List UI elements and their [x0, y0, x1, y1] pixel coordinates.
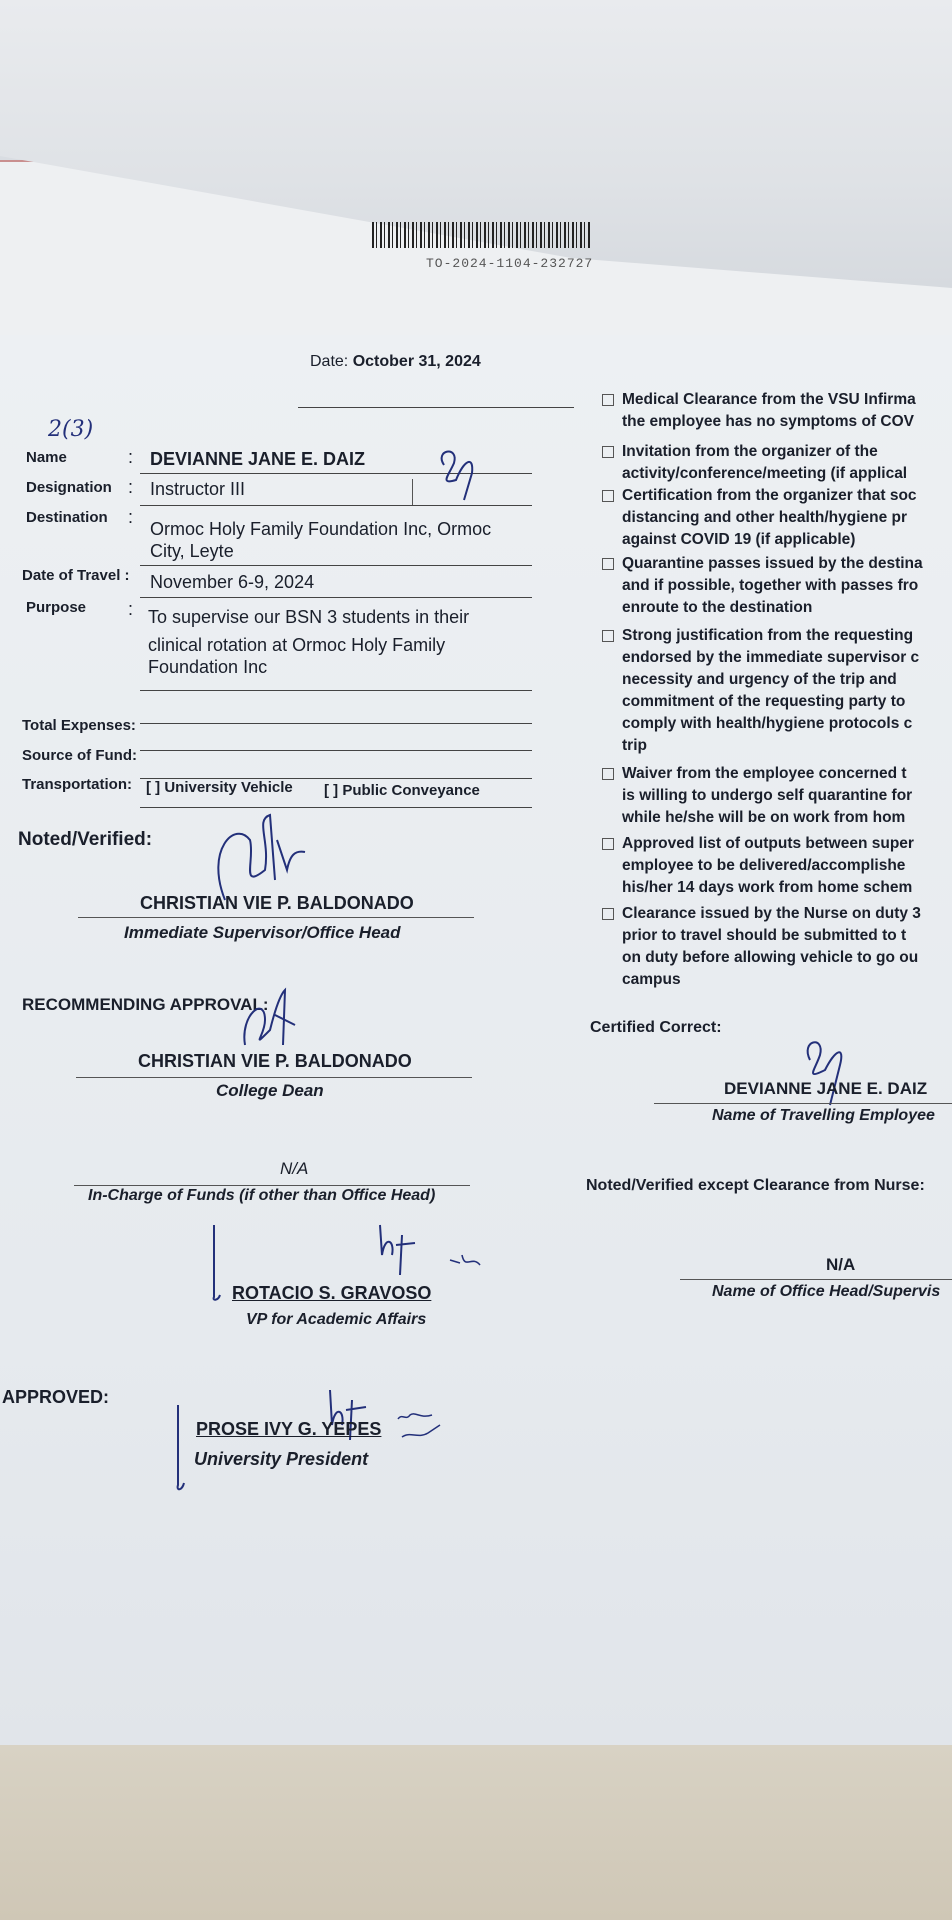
noted-except-label: Noted/Verified except Clearance from Nurse: [586, 1177, 925, 1194]
certified-correct-label: Certified Correct: [590, 1019, 722, 1036]
requirement-text: activity/conference/meeting (if applical [622, 465, 908, 482]
requirement-text: Waiver from the employee concerned t [622, 765, 907, 782]
date-of-travel-label: Date of Travel : [22, 567, 130, 584]
underline [140, 597, 532, 598]
signature-line [76, 1077, 472, 1078]
underline [140, 750, 532, 751]
checkbox[interactable] [602, 908, 614, 920]
public-conveyance-option[interactable]: [ ] Public Conveyance [324, 782, 480, 799]
requirement-text: and if possible, together with passes fro [622, 577, 919, 594]
supervisor-role: Immediate Supervisor/Office Head [124, 923, 401, 942]
colon: : [128, 447, 134, 467]
underline [140, 565, 532, 566]
destination-line1: Ormoc Holy Family Foundation Inc, Ormoc [150, 519, 492, 539]
requirement-text: Quarantine passes issued by the destina [622, 555, 923, 572]
president-role: University President [194, 1449, 369, 1469]
requirement-text: against COVID 19 (if applicable) [622, 531, 856, 548]
president-name: PROSE IVY G. YEPES [196, 1419, 382, 1439]
date-label: Date: [310, 353, 349, 370]
purpose-label: Purpose [26, 599, 87, 616]
requirement-text: Medical Clearance from the VSU Infirma [622, 391, 916, 408]
requirement-text: necessity and urgency of the trip and [622, 671, 897, 688]
supervisor-name: CHRISTIAN VIE P. BALDONADO [140, 893, 414, 913]
president-signature [170, 1385, 470, 1495]
signature-line [78, 917, 474, 918]
designation-label: Designation [26, 479, 112, 496]
requirement-text: distancing and other health/hygiene pr [622, 509, 908, 526]
office-head-name: N/A [826, 1255, 856, 1274]
date-value: October 31, 2024 [352, 353, 481, 370]
checkbox[interactable] [602, 630, 614, 642]
transportation-label: Transportation: [22, 776, 133, 793]
requirement-4 [622, 553, 952, 619]
date-underline [298, 407, 574, 408]
requirement-text: prior to travel should be submitted to t [622, 927, 907, 944]
destination-label: Destination [26, 509, 108, 526]
date-row [310, 353, 481, 371]
requirement-text: Strong justification from the requesting [622, 627, 914, 644]
background-surface [0, 1745, 952, 1920]
requirement-8 [622, 903, 952, 991]
handwritten-note: 2(3) [48, 417, 94, 442]
university-vehicle-option[interactable]: [ ] University Vehicle [146, 779, 293, 796]
requirement-text: Certification from the organizer that soc [622, 487, 917, 504]
source-of-fund-label: Source of Fund: [22, 747, 137, 764]
requirement-5 [622, 625, 952, 757]
purpose-line2: clinical rotation at Ormoc Holy Family [148, 635, 446, 655]
dean-role: College Dean [216, 1081, 324, 1100]
requirement-text: the employee has no symptoms of COV [622, 413, 914, 430]
requirement-text: is willing to undergo self quarantine for [622, 787, 913, 804]
employee-name: DEVIANNE JANE E. DAIZ [724, 1079, 928, 1098]
requirement-text: comply with health/hygiene protocols c [622, 715, 913, 732]
signature-line [654, 1103, 952, 1104]
requirement-text: Invitation from the organizer of the [622, 443, 878, 460]
requirement-text: on duty before allowing vehicle to go ou [622, 949, 919, 966]
colon: : [128, 477, 134, 497]
underline [140, 807, 532, 808]
designation-divider [412, 479, 413, 505]
colon: : [128, 507, 134, 527]
in-charge-role: In-Charge of Funds (if other than Office Head) [88, 1187, 436, 1204]
office-head-role: Name of Office Head/Supervis [712, 1283, 941, 1300]
signature-line [74, 1185, 470, 1186]
requirement-1 [622, 389, 952, 433]
destination-line2: City, Leyte [150, 541, 234, 561]
noted-verified-label: Noted/Verified: [18, 829, 153, 850]
vp-name: ROTACIO S. GRAVOSO [232, 1283, 432, 1303]
date-of-travel-value: November 6-9, 2024 [150, 572, 315, 592]
name-value: DEVIANNE JANE E. DAIZ [150, 449, 366, 469]
requirement-text: Clearance issued by the Nurse on duty 3 [622, 905, 921, 922]
requirement-text: employee to be delivered/accomplishe [622, 857, 906, 874]
underline [140, 723, 532, 724]
recommending-approval-label: RECOMMENDING APPROVAL: [22, 995, 269, 1014]
requirement-text: commitment of the requesting party to [622, 693, 906, 710]
employee-role: Name of Travelling Employee [712, 1107, 935, 1124]
barcode [372, 222, 592, 248]
colon: : [128, 599, 134, 619]
underline [140, 690, 532, 691]
vp-role: VP for Academic Affairs [246, 1311, 427, 1328]
requirement-text: endorsed by the immediate supervisor c [622, 649, 920, 666]
requirement-text: trip [622, 737, 647, 754]
requirement-text: Approved list of outputs between super [622, 835, 914, 852]
checkbox[interactable] [602, 446, 614, 458]
requirement-6 [622, 763, 952, 829]
total-expenses-label: Total Expenses: [22, 717, 136, 734]
tracking-number: TO-2024-1104-232727 [426, 256, 594, 271]
underline [140, 505, 532, 506]
dean-name: CHRISTIAN VIE P. BALDONADO [138, 1051, 412, 1071]
requirement-3 [622, 485, 952, 551]
in-charge-name: N/A [280, 1159, 309, 1178]
checkbox[interactable] [602, 838, 614, 850]
signature-line [680, 1279, 952, 1280]
travel-order-form [0, 335, 952, 1745]
requirement-7 [622, 833, 952, 899]
checkbox[interactable] [602, 490, 614, 502]
designation-value: Instructor III [150, 479, 246, 499]
initials-signature [434, 445, 484, 505]
approved-label: APPROVED: [2, 1387, 110, 1407]
purpose-line3: Foundation Inc [148, 657, 268, 677]
checkbox[interactable] [602, 768, 614, 780]
checkbox[interactable] [602, 394, 614, 406]
checkbox[interactable] [602, 558, 614, 570]
requirement-2 [622, 441, 952, 485]
purpose-line1: To supervise our BSN 3 students in their [148, 607, 470, 627]
requirement-text: campus [622, 971, 681, 988]
name-label: Name [26, 449, 67, 466]
requirement-text: his/her 14 days work from home schem [622, 879, 913, 896]
requirement-text: enroute to the destination [622, 599, 813, 616]
requirement-text: while he/she will be on work from hom [622, 809, 906, 826]
